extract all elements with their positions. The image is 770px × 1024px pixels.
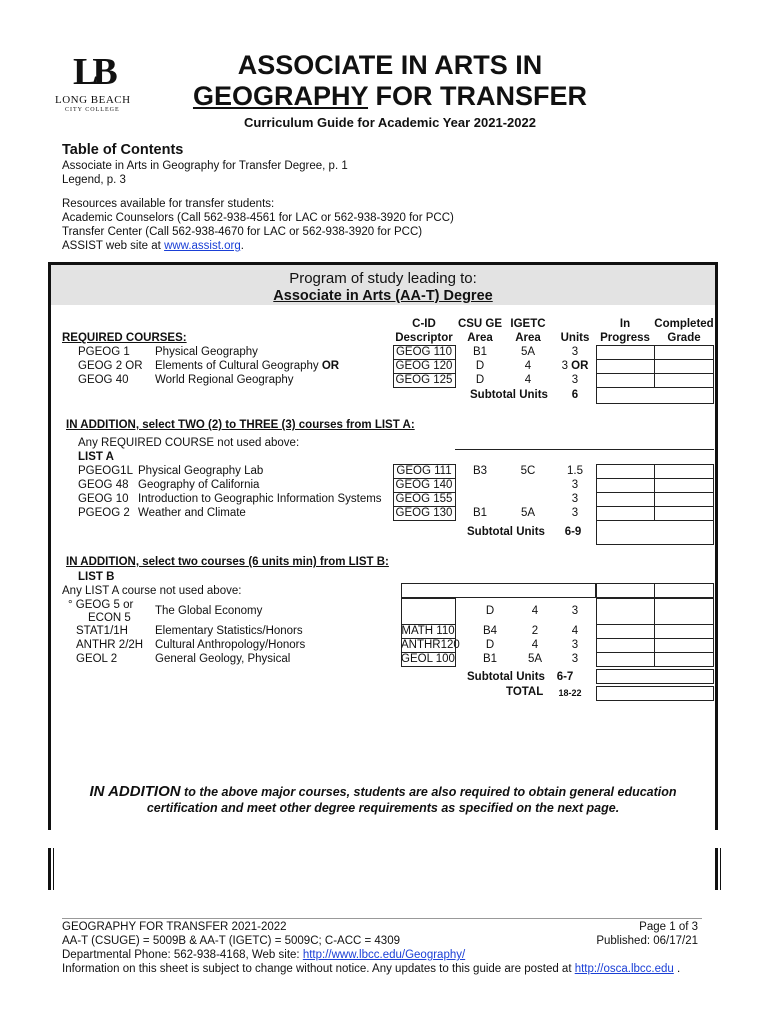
frame-left-border [48, 262, 51, 830]
cid-descriptor: GEOG 111 [396, 465, 452, 477]
units: 4 [571, 625, 579, 637]
cid-descriptor: ANTHR120 [401, 639, 460, 651]
course-code: ECON 5 [88, 612, 131, 624]
units: 3 [571, 346, 579, 358]
addition-note-line2: certification and meet other degree requirements as specified on the next page. [146, 801, 620, 815]
igetc-area: 2 [531, 625, 539, 637]
course-title: Geography of California [138, 479, 260, 491]
list-b-subtotal-box [596, 669, 714, 684]
total-label: TOTAL [506, 686, 544, 698]
in-progress-cell [596, 464, 655, 479]
in-progress-cell [596, 492, 655, 507]
completed-grade-cell [654, 624, 714, 639]
left-bar-decoration [48, 848, 51, 890]
course-code: STAT1/1H [76, 625, 128, 637]
units: 3 OR [561, 360, 589, 372]
list-a-note: Any REQUIRED COURSE not used above: [78, 437, 300, 449]
required-subtotal-value: 6 [571, 389, 579, 401]
units: 3 [571, 479, 579, 491]
csu-ge-area: B1 [472, 346, 488, 358]
completed-grade-cell [654, 359, 714, 374]
total-value: 18-22 [558, 688, 582, 698]
cid-descriptor: GEOG 110 [395, 346, 453, 358]
completed-grade-cell [654, 652, 714, 667]
list-b-subtotal-value: 6-7 [556, 671, 574, 683]
igetc-area: 5A [520, 507, 536, 519]
course-code: GEOG 40 [78, 374, 129, 386]
list-a-subtotal-label: Subtotal Units [467, 526, 545, 538]
addition-note-line1: IN ADDITION to the above major courses, students are also required to obtain general education [89, 783, 677, 800]
csu-ge-area: B1 [472, 507, 488, 519]
completed-grade-cell [654, 492, 714, 507]
course-title: Physical Geography Lab [138, 465, 264, 477]
right-bar-decoration [715, 848, 718, 890]
program-leading: Program of study leading to: [289, 270, 477, 287]
units: 3 [571, 639, 579, 651]
igetc-area: 5C [520, 465, 536, 477]
course-title: Elements of Cultural Geography OR [155, 360, 340, 372]
in-progress-cell [596, 583, 655, 598]
course-code: GEOL 2 [76, 653, 118, 665]
course-code: PGEOG 1 [78, 346, 130, 358]
resources-intro: Resources available for transfer students: [62, 198, 275, 210]
igetc-area: 5A [520, 346, 536, 358]
completed-grade-cell [654, 638, 714, 653]
col-header-units: Units [560, 332, 590, 344]
in-progress-cell [596, 359, 655, 374]
course-title: Weather and Climate [138, 507, 246, 519]
csu-ge-area: B3 [472, 465, 488, 477]
required-subtotal-label: Subtotal Units [470, 389, 548, 401]
course-code: PGEOG 2 [78, 507, 130, 519]
course-title: World Regional Geography [155, 374, 294, 386]
left-bar-decoration [53, 848, 54, 890]
resources-counselors: Academic Counselors (Call 562-938-4561 for LAC or 562-938-3920 for PCC) [62, 212, 454, 224]
right-bar-decoration [720, 848, 721, 890]
subtitle: Curriculum Guide for Academic Year 2021-2022 [244, 115, 536, 130]
units: 3 [571, 605, 579, 617]
course-title: General Geology, Physical [155, 653, 291, 665]
igetc-area: 5A [527, 653, 543, 665]
list-a-label: LIST A [78, 451, 114, 463]
title-rest: FOR TRANSFER [368, 81, 588, 111]
in-progress-cell [596, 373, 655, 388]
toc-heading: Table of Contents [62, 142, 184, 158]
toc-item: Associate in Arts in Geography for Transfer Degree, p. 1 [62, 160, 348, 172]
footer-page: Page 1 of 3 [639, 921, 698, 933]
toc-item: Legend, p. 3 [62, 174, 126, 186]
csu-ge-area: B4 [482, 625, 498, 637]
list-a-in-progress-box [596, 519, 714, 545]
list-a-note-line [455, 449, 714, 450]
course-code: ° GEOG 5 or [68, 599, 134, 611]
csu-ge-area: D [485, 639, 495, 651]
required-in-progress-box [596, 387, 714, 404]
units: 3 [571, 507, 579, 519]
total-box [596, 686, 714, 701]
course-title: Elementary Statistics/Honors [155, 625, 303, 637]
footer-title: GEOGRAPHY FOR TRANSFER 2021-2022 [62, 921, 287, 933]
completed-grade-cell [654, 598, 714, 625]
completed-grade-cell [654, 478, 714, 493]
igetc-area: 4 [531, 639, 539, 651]
units: 1.5 [567, 465, 583, 477]
course-title: Physical Geography [155, 346, 258, 358]
frame-right-border [715, 262, 718, 830]
course-code: GEOG 10 [78, 493, 129, 505]
course-code: PGEOG1L [78, 465, 133, 477]
cid-descriptor: GEOG 125 [395, 374, 453, 386]
cid-cell [401, 598, 456, 625]
title-underlined: GEOGRAPHY [192, 81, 369, 111]
footer-codes: AA-T (CSUGE) = 5009B & AA-T (IGETC) = 5009C; C-ACC = 4309 [62, 935, 400, 947]
igetc-area: 4 [531, 605, 539, 617]
cid-descriptor: GEOL 100 [401, 653, 455, 665]
units: 3 [571, 493, 579, 505]
page-title-line2 [160, 81, 620, 111]
list-b-blank-cell [401, 583, 596, 598]
csu-ge-area: D [475, 360, 485, 372]
list-b-note: Any LIST A course not used above: [62, 585, 242, 597]
required-heading: REQUIRED COURSES: [62, 332, 187, 344]
list-a-heading: IN ADDITION, select TWO (2) to THREE (3) courses from LIST A: [66, 419, 415, 431]
page-title-line1: ASSOCIATE IN ARTS IN [237, 50, 543, 80]
course-code: ANTHR 2/2H [76, 639, 144, 651]
cid-descriptor: GEOG 120 [395, 360, 453, 372]
assist-link[interactable]: www.assist.org [164, 240, 241, 252]
in-progress-cell [596, 638, 655, 653]
osca-link[interactable]: http://osca.lbcc.edu [574, 963, 674, 975]
course-title: The Global Economy [155, 605, 263, 617]
completed-grade-cell [654, 464, 714, 479]
csu-ge-area: D [475, 374, 485, 386]
col-header-completed: Completed Grade [654, 318, 714, 344]
list-b-heading: IN ADDITION, select two courses (6 units min) from LIST B: [66, 556, 389, 568]
col-header-cid: C-ID Descriptor [395, 318, 453, 344]
csu-ge-area: B1 [482, 653, 498, 665]
list-b-subtotal-label: Subtotal Units [467, 671, 545, 683]
in-progress-cell [596, 652, 655, 667]
footer-rule [62, 918, 702, 919]
logo-line2: CITY COLLEGE [65, 107, 120, 113]
completed-grade-cell [654, 583, 714, 598]
course-title: Cultural Anthropology/Honors [155, 639, 306, 651]
cid-descriptor: GEOG 140 [395, 479, 453, 491]
resources-assist: ASSIST web site at www.assist.org. [62, 240, 244, 252]
csu-ge-area: D [485, 605, 495, 617]
footer-phone: Departmental Phone: 562-938-4168, Web site: http://www.lbcc.edu/Geography/ [62, 949, 466, 961]
cid-descriptor: GEOG 155 [395, 493, 453, 505]
footer-info: Information on this sheet is subject to change without notice. Any updates to this guide are posted at http://osca.lbcc.edu . [62, 963, 681, 975]
college-logo [55, 50, 130, 116]
cid-descriptor: MATH 110 [401, 625, 455, 637]
logo-line1: LONG BEACH [55, 94, 131, 106]
in-progress-cell [596, 345, 655, 360]
igetc-area: 4 [524, 360, 532, 372]
course-code: GEOG 2 OR [78, 360, 143, 372]
completed-grade-cell [654, 345, 714, 360]
list-a-subtotal-value: 6-9 [564, 526, 582, 538]
units: 3 [571, 374, 579, 386]
course-title: Introduction to Geographic Information Systems [138, 493, 382, 505]
department-web-link[interactable]: http://www.lbcc.edu/Geography/ [302, 949, 466, 961]
in-progress-cell [596, 624, 655, 639]
in-progress-cell [596, 598, 655, 625]
in-progress-cell [596, 478, 655, 493]
completed-grade-cell [654, 373, 714, 388]
program-degree: Associate in Arts (AA-T) Degree [273, 288, 493, 304]
col-header-in-progress: In Progress [600, 318, 650, 344]
cid-descriptor: GEOG 130 [395, 507, 453, 519]
units: 3 [571, 653, 579, 665]
col-header-csu: CSU GE Area [457, 318, 503, 344]
footer-published: Published: 06/17/21 [596, 935, 698, 947]
resources-transfer-center: Transfer Center (Call 562-938-4670 for LAC or 562-938-3920 for PCC) [62, 226, 423, 238]
col-header-igetc: IGETC Area [510, 318, 546, 344]
list-b-label: LIST B [78, 571, 115, 583]
logo-monogram: LB [73, 51, 112, 93]
course-code: GEOG 48 [78, 479, 129, 491]
igetc-area: 4 [524, 374, 532, 386]
